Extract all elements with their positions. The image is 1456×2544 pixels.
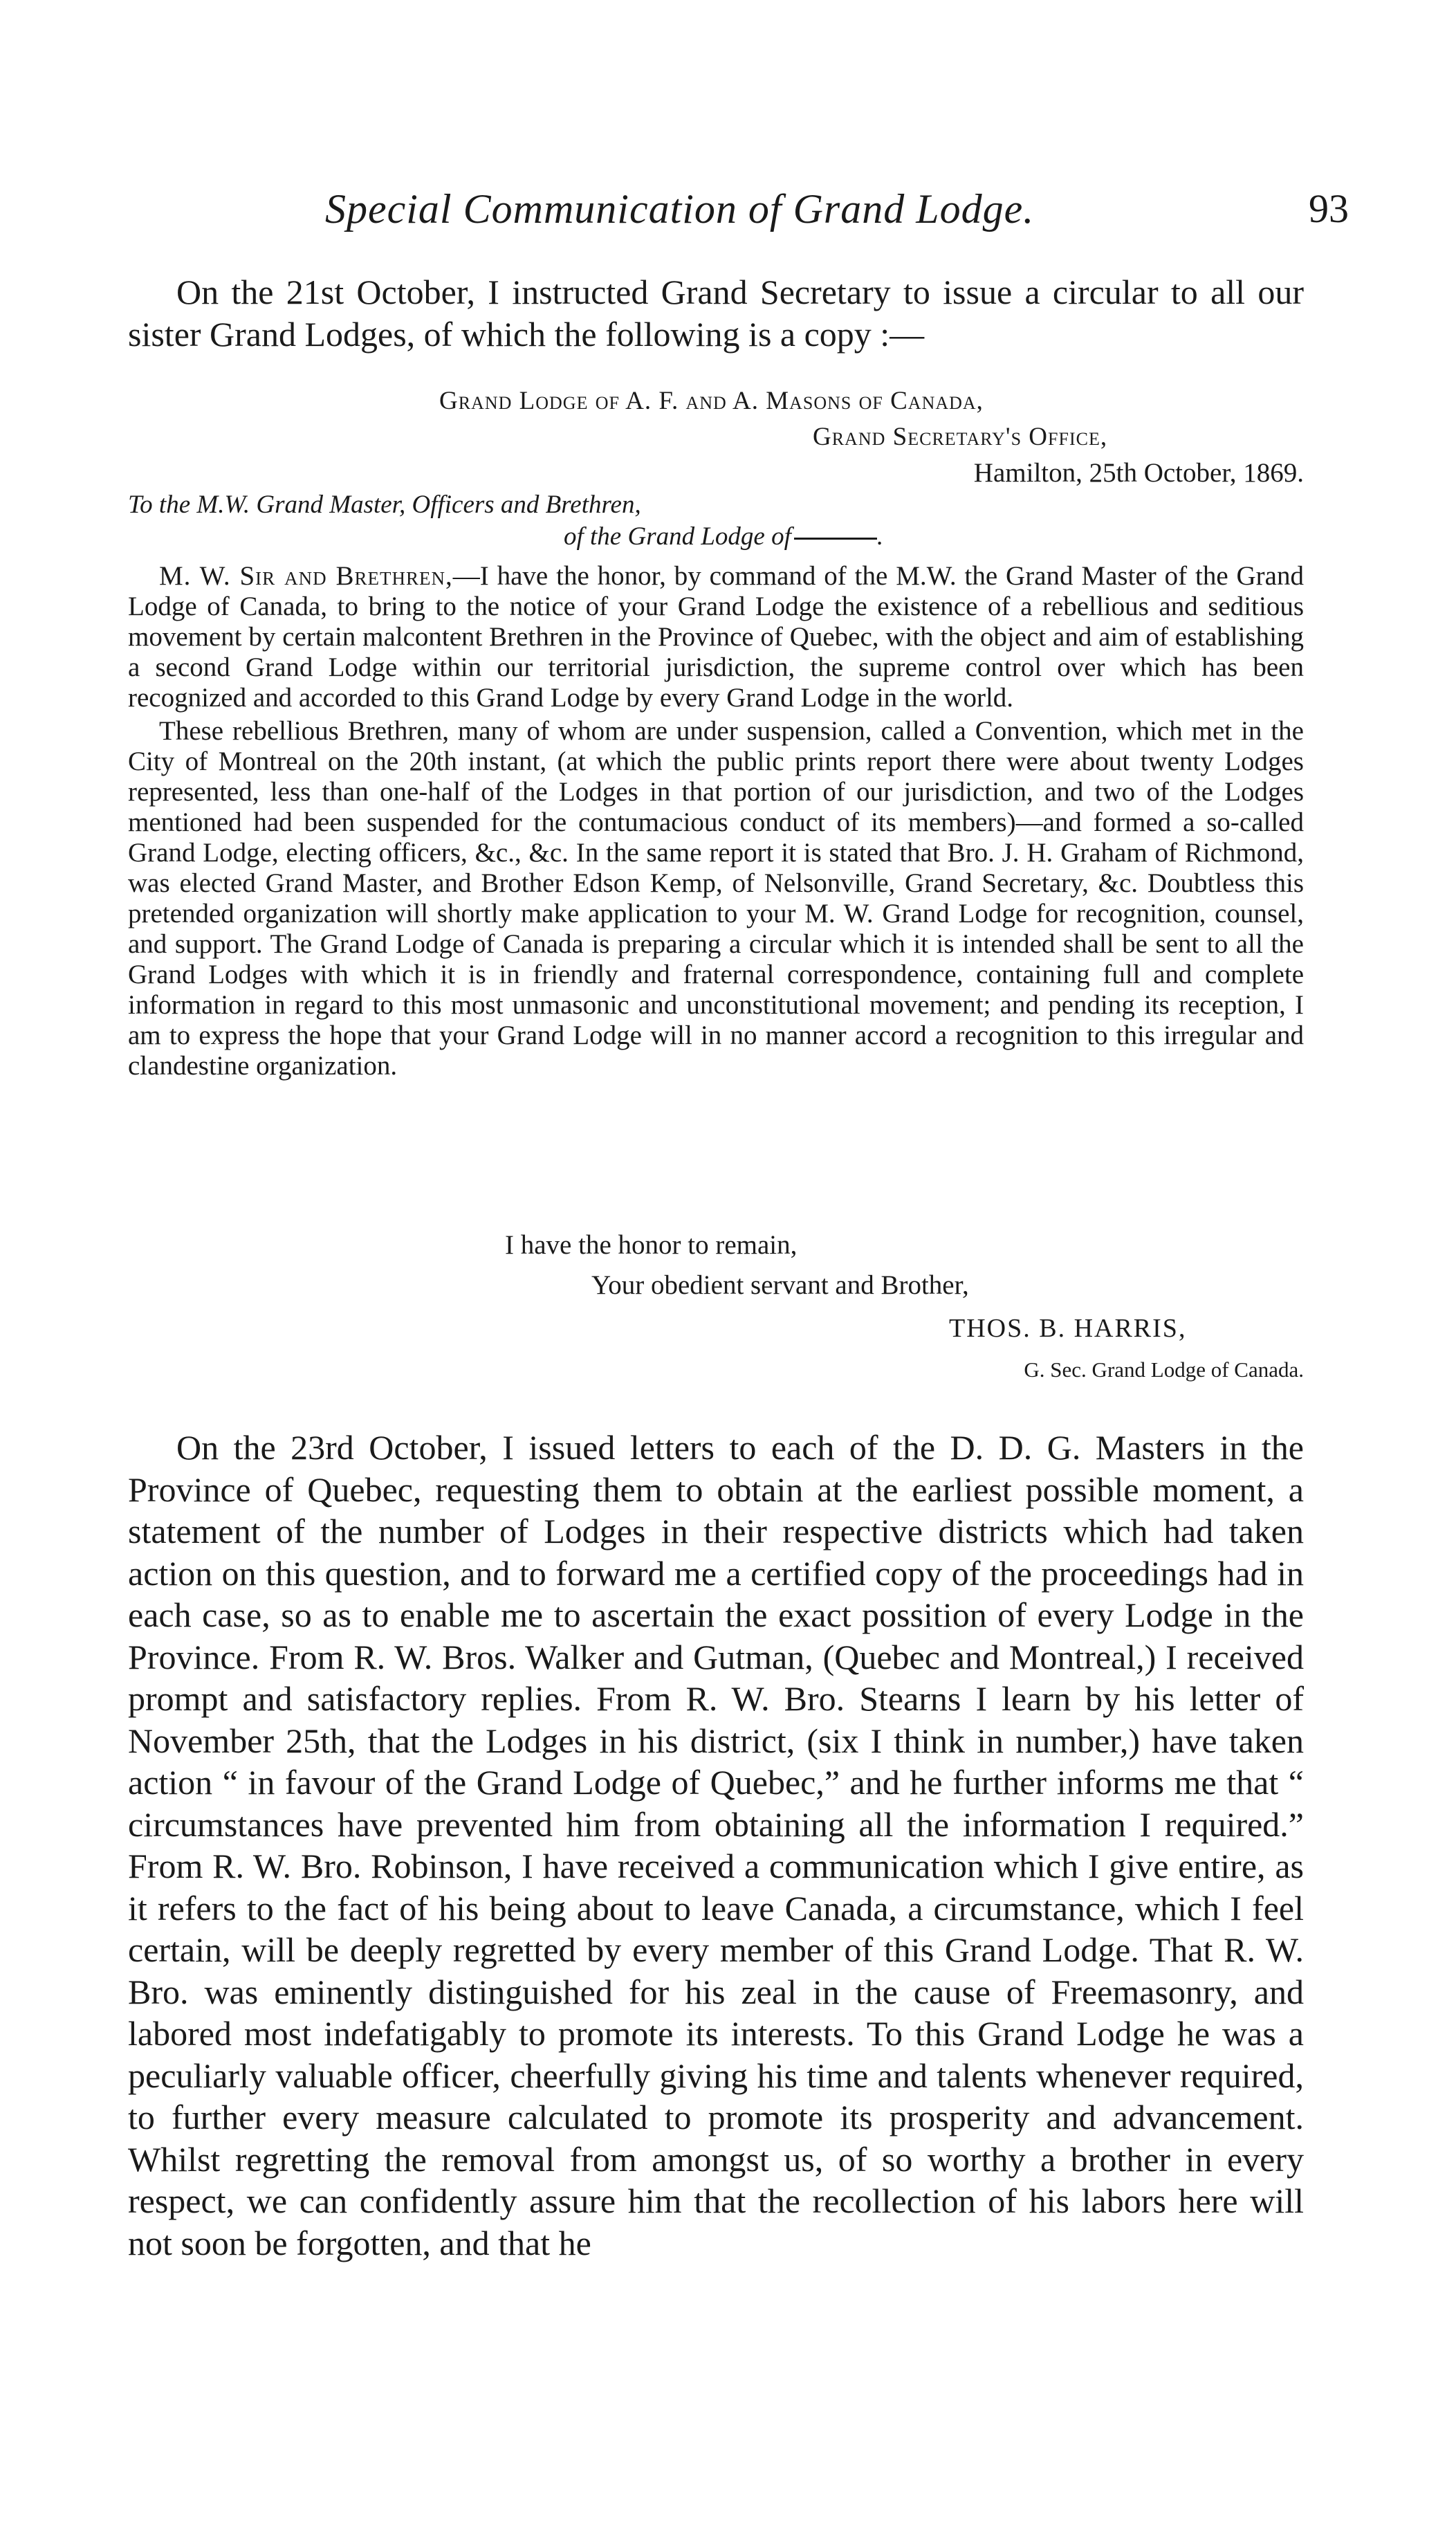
salutation: M. W. Sir and Brethren, [159, 561, 453, 591]
closing-line-2: Your obedient servant and Brother, [591, 1270, 969, 1300]
letterhead-line-2: Grand Secretary's Office, [813, 423, 1108, 451]
running-title: Special Communication of Grand Lodge. [325, 186, 1035, 232]
intro-text: On the 21st October, I instructed Grand Secretary to issue a circular to all our sister Grand Lodges, of which the following is a copy :— [128, 273, 1304, 354]
letterhead-line-1: Grand Lodge of A. F. and A. Masons of Canada, [439, 387, 984, 415]
letter-date: Hamilton, 25th October, 1869. [973, 458, 1304, 488]
running-head [325, 185, 1349, 248]
letter-paragraph-1: M. W. Sir and Brethren,—I have the honor, by command of the M.W. the Grand Master of the Grand Lodge of Canada, to bring to the notice of your Grand Lodge the existence of a rebellious and seditious movement by certain malcontent Brethren in the Province of Quebec, with the object and aim of establishing a second Grand Lodge within our territorial jurisdiction, the supreme control over which has been recognized and accorded to this Grand Lodge by every Grand Lodge in the world. [128, 561, 1304, 713]
addressee-line-2: of the Grand Lodge of . [564, 522, 884, 551]
intro-paragraph [128, 271, 1304, 355]
addressee-line-1: To the M.W. Grand Master, Officers and Brethren, [128, 491, 641, 519]
body-paragraph [128, 1427, 1304, 2264]
letter-paragraph-2: These rebellious Brethren, many of whom are under suspension, called a Convention, which met in the City of Montreal on the 20th instant, (at which the public prints report there were about twenty Lodges represented, less than one-half of the Lodges in that portion of our jurisdiction, and two of the Lodges mentioned had been suspended for the contumacious conduct of its members)—and formed a so-called Grand Lodge, electing officers, &c., &c. In the same report it is stated that Bro. J. H. Graham of Richmond, was elected Grand Master, and Brother Edson Kemp, of Nelsonville, Grand Secretary, &c. Doubtless this pretended organization will shortly make application to your M. W. Grand Lodge for recognition, counsel, and support. The Grand Lodge of Canada is preparing a circular which it is intended shall be sent to all the Grand Lodges with which it is in friendly and fraternal correspondence, containing full and complete information in regard to this most unmasonic and unconstitutional movement; and pending its reception, I am to express the hope that your Grand Lodge will in no manner accord a recognition to this irregular and clandestine organization. [128, 716, 1304, 1081]
closing-line-1: I have the honor to remain, [505, 1230, 798, 1260]
signature-title: G. Sec. Grand Lodge of Canada. [1024, 1357, 1304, 1382]
letter-body [128, 561, 1304, 1081]
circular-letter [128, 385, 1304, 1402]
page-number: 93 [1309, 186, 1349, 231]
signature-name: THOS. B. HARRIS, [949, 1314, 1187, 1343]
body-text: On the 23rd October, I issued letters to each of the D. D. G. Masters in the Province of Quebec, requesting them to obtain at the earliest possible moment, a statement of the number of Lodges in their respective districts which had taken action on this question, and to forward me a certified copy of the proceedings had in each case, so as to enable me to ascertain the exact possition of every Lodge in the Province. From R. W. Bros. Walker and Gutman, (Quebec and Montreal,) I received prompt and satisfactory replies. From R. W. Bro. Stearns I learn by his letter of November 25th, that the Lodges in his district, (six I think in number,) have taken action “ in favour of the Grand Lodge of Quebec,” and he further informs me that “ circumstances have prevented him from obtaining all the information I required.” From R. W. Bro. Robinson, I have received a communication which I give entire, as it refers to the fact of his being about to leave Canada, a circumstance, which I feel certain, will be deeply regretted by every member of this Grand Lodge. That R. W. Bro. was eminently distinguished for his zeal in the cause of Freemasonry, and labored most indefatigably to promote its interests. To this Grand Lodge he was a peculiarly valuable officer, cheerfully giving his time and talents whenever required, to further every measure calculated to promote its prosperity and advancement. Whilst regretting the removal from amongst us, of so worthy a brother in every respect, we can confidently assure him that the recollection of his labors here will not soon be forgotten, and that he [128, 1428, 1304, 2262]
